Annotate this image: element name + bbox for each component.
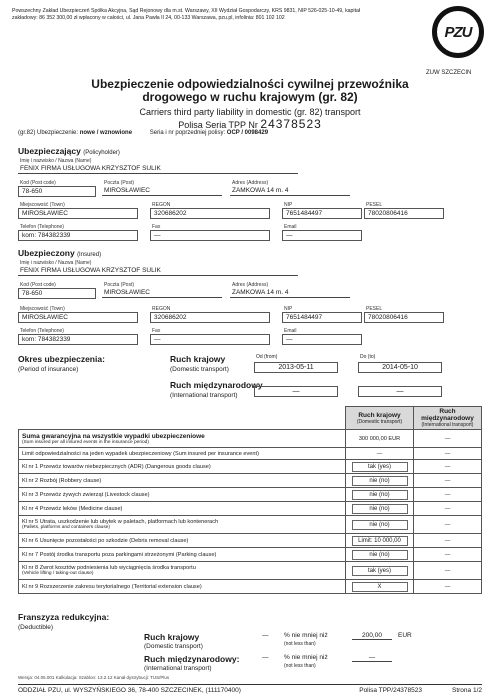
type-value: nowe / wznowione — [79, 130, 133, 136]
table-row — [19, 460, 482, 474]
nip-label: NIP — [284, 202, 293, 208]
insured-post: MIROSŁAWIEC — [102, 288, 222, 298]
unit-label: ZUW SZCZECIN — [426, 70, 472, 76]
table-row — [19, 474, 482, 488]
footer-page: Strona 1/2 — [452, 687, 482, 694]
row-label: Kl nr 7 Postój środka transportu poza parkingami strzeżonymi (Parking clause) — [19, 548, 346, 562]
pct-label: % nie mniej niż — [284, 654, 328, 661]
row-domestic: tak (yes) — [352, 462, 408, 472]
row-label: Kl nr 4 Przewóz leków (Medicine clause) — [19, 502, 346, 516]
row-intl: — — [414, 580, 482, 594]
col-intl-label-en: (International transport) — [421, 422, 474, 428]
table-row — [19, 534, 482, 548]
period-heading-en: (Period of insurance) — [18, 366, 79, 373]
table-row — [19, 580, 482, 594]
row-intl: — — [414, 448, 482, 460]
deductible-intl-amount: — — [352, 654, 392, 662]
nip-label: NIP — [284, 306, 293, 312]
deductible-heading-en: (Deductible) — [18, 624, 54, 631]
phone-label: Telefon (Telephone) — [20, 328, 64, 334]
regon-label: REGON — [152, 202, 171, 208]
row-label: Kl nr 1 Przewóz towarów niebezpiecznych (ADR) (Dangerous goods clause) — [19, 460, 346, 474]
prev-policy-label: Seria i nr poprzedniej polisy: — [149, 130, 226, 136]
policyholder-postcode: 78-650 — [18, 186, 96, 197]
row-domestic: X — [352, 582, 408, 592]
post-label: Poczta (Post) — [104, 282, 135, 288]
footer-policy-ref: Polisa TPP/24378523 — [359, 687, 422, 694]
col-domestic-label-en: (Domestic transport) — [356, 418, 403, 425]
policyholder-post: MIROSŁAWIEC — [102, 186, 222, 196]
policy-number: 24378523 — [260, 117, 322, 131]
document-title — [0, 78, 500, 131]
policyholder-fax: — — [150, 230, 270, 241]
deductible-intl-label: Ruch międzynarodowy: — [144, 654, 240, 664]
insured-postcode: 78-650 — [18, 288, 96, 299]
row-label: Kl nr 3 Przewóz żywych zwierząt (Livestock clause) — [19, 488, 346, 502]
insured-nip: 7651484497 — [282, 312, 362, 323]
insured-email: — — [282, 334, 362, 345]
type-label: Ubezpieczenie: — [37, 130, 79, 136]
email-label: Email — [284, 224, 297, 230]
pct-label: % nie mniej niż — [284, 632, 328, 639]
footer-version: Wersja: 04.05.001 Kalkulacja: Szablon: 13.2.12 Kanał dystrybucji: TUS/Plus — [18, 675, 170, 680]
table-row — [19, 516, 482, 534]
row-domestic: — — [346, 448, 414, 460]
insured-address: ZAMKOWA 14 m. 4 — [230, 288, 350, 298]
period-heading: Okres ubezpieczenia: — [18, 354, 105, 364]
row-sublabel: (Sum insured per all insured events in the insurance period) — [22, 439, 149, 445]
row-intl: — — [414, 548, 482, 562]
deductible-domestic-label: Ruch krajowy — [144, 632, 200, 642]
row-intl: — — [414, 502, 482, 516]
row-domestic: nie (no) — [352, 476, 408, 486]
table-row — [19, 562, 482, 580]
insured-phone: kom: 784382339 — [18, 334, 138, 345]
name-label: Imię i nazwisko / Nazwa (Name) — [20, 260, 92, 266]
intl-to: — — [358, 386, 442, 397]
footer — [18, 684, 482, 694]
row-intl: — — [414, 474, 482, 488]
row-domestic: tak (yes) — [352, 566, 408, 576]
title-english: Carriers third party liability in domestic (gr. 82) transport — [139, 107, 361, 117]
col-domestic-header — [346, 407, 414, 430]
row-label: Kl nr 2 Rozbój (Robbery clause) — [19, 474, 346, 488]
table-row — [19, 488, 482, 502]
coverage-header-row — [19, 407, 482, 430]
row-sublabel: (Vehicle lifting / taking-out clause) — [22, 571, 94, 576]
insured-town: MIROSŁAWIEC — [18, 312, 138, 323]
policyholder-phone: kom: 784382339 — [18, 230, 138, 241]
from-label: Od (from) — [256, 354, 278, 360]
phone-label: Telefon (Telephone) — [20, 224, 64, 230]
domestic-to: 2014-05-10 — [358, 362, 442, 373]
policyholder-pesel: 78020806416 — [364, 208, 444, 219]
company-info: Powszechny Zakład Ubezpieczeń Spółka Akcyjna, Sąd Rejonowy dla m.st. Warszawy, XII Wydział Gospodarczy, KRS 9831, NIP 526-025-10-49, kapitał zakładowy: 86 352 300,00 zł wpłacony w całości, ul. Jana Pawła II 24, 00-133 Warszawa, pzu.pl, infolinia: 801 102 102 — [12, 8, 361, 21]
policyholder-title-en: (Policyholder) — [83, 150, 120, 156]
pct-label-en: (not less than) — [284, 663, 316, 669]
regon-label: REGON — [152, 306, 171, 312]
policy-type-line — [18, 130, 268, 136]
period-domestic-label-en: (Domestic transport) — [170, 366, 229, 373]
col-intl-header — [414, 407, 482, 430]
policyholder-nip: 7651484497 — [282, 208, 362, 219]
pesel-label: PESEL — [366, 202, 383, 208]
policyholder-heading — [18, 146, 120, 156]
deductible-heading: Franszyza redukcyjna: — [18, 612, 110, 622]
fax-label: Fax — [152, 224, 161, 230]
row-sublabel: (Pallets, platforms and containers clause) — [22, 525, 110, 530]
address-label: Adres (Address) — [232, 282, 269, 288]
row-label: Suma gwarancyjna na wszystkie wypadki ubezpieczeniowe — [22, 432, 205, 440]
postcode-label: Kod (Post code) — [20, 180, 56, 186]
row-domestic: nie (no) — [352, 490, 408, 500]
town-label: Miejscowość (Town) — [20, 202, 65, 208]
insured-title-en: (Insured) — [77, 252, 102, 258]
row-domestic: nie (no) — [352, 520, 408, 530]
row-intl: — — [414, 488, 482, 502]
post-label: Poczta (Post) — [104, 180, 135, 186]
table-row — [19, 502, 482, 516]
row-label: Kl nr 9 Rozszerzenie zakresu terytorialnego (Territorial extension clause) — [19, 580, 346, 594]
col-intl-label: Ruch międzynarodowy — [421, 408, 474, 422]
row-domestic: 300 000,00 EUR — [346, 430, 414, 448]
name-label: Imię i nazwisko / Nazwa (Name) — [20, 158, 92, 164]
policy-label: Polisa Seria TPP Nr — [178, 120, 258, 130]
period-intl-label-en: (International transport) — [170, 392, 238, 399]
fax-label: Fax — [152, 328, 161, 334]
town-label: Miejscowość (Town) — [20, 306, 65, 312]
policyholder-regon: 320686202 — [150, 208, 270, 219]
group-code: (gr.82) — [18, 130, 36, 136]
footer-branch: ODDZIAŁ PZU, ul. WYSZYŃSKIEGO 36, 78-400 SZCZECINEK, (111170400) — [18, 687, 241, 694]
domestic-from: 2013-05-11 — [254, 362, 338, 373]
row-intl: — — [414, 534, 482, 548]
deductible-domestic-pct: — — [262, 632, 269, 639]
prev-policy-value: OCP / 0098429 — [226, 130, 269, 136]
period-intl-label: Ruch międzynarodowy — [170, 380, 263, 390]
col-domestic-label: Ruch krajowy — [358, 411, 401, 419]
row-domestic: nie (no) — [352, 504, 408, 514]
postcode-label: Kod (Post code) — [20, 282, 56, 288]
logo-text: PZU — [444, 23, 472, 41]
policyholder-town: MIROSŁAWIEC — [18, 208, 138, 219]
insured-name: FENIX FIRMA USŁUGOWA KRZYSZTOF SULIK — [18, 266, 298, 276]
policyholder-title: Ubezpieczający — [18, 146, 81, 156]
insured-title: Ubezpieczony — [18, 248, 75, 258]
insured-heading — [18, 248, 101, 258]
email-label: Email — [284, 328, 297, 334]
address-label: Adres (Address) — [232, 180, 269, 186]
row-domestic: nie (no) — [352, 550, 408, 560]
insured-pesel: 78020806416 — [364, 312, 444, 323]
table-row — [19, 430, 482, 448]
row-intl: — — [414, 430, 482, 448]
row-intl: — — [414, 516, 482, 534]
deductible-intl-label-en: (International transport) — [144, 665, 212, 672]
deductible-domestic-label-en: (Domestic transport) — [144, 643, 203, 650]
row-label: Kl nr 5 Utrata, uszkodzenie lub ubytek w paletach, platformach lub kontenerach — [22, 519, 219, 525]
coverage-table — [18, 406, 482, 594]
deductible-domestic-amount: 200,00 — [352, 632, 392, 640]
row-domestic: Limit: 10 000,00 — [352, 536, 408, 546]
insured-regon: 320686202 — [150, 312, 270, 323]
row-label: Kl nr 6 Usunięcie pozostałości po szkodzie (Debris removal clause) — [19, 534, 346, 548]
row-label: Limit odpowiedzialności na jeden wypadek ubezpieczeniowy (Sum insured per insurance event) — [19, 448, 346, 460]
title-line-2: drogowego w ruchu krajowym (gr. 82) — [142, 90, 358, 104]
policyholder-name: FENIX FIRMA USŁUGOWA KRZYSZTOF SULIK — [18, 164, 298, 174]
title-line-1: Ubezpieczenie odpowiedzialności cywilnej przewoźnika — [91, 77, 409, 91]
table-row — [19, 448, 482, 460]
row-intl: — — [414, 562, 482, 580]
row-intl: — — [414, 460, 482, 474]
policyholder-address: ZAMKOWA 14 m. 4 — [230, 186, 350, 196]
pct-label-en: (not less than) — [284, 641, 316, 647]
to-label: Do (to) — [360, 354, 376, 360]
pzu-logo — [432, 6, 484, 58]
period-domestic-label: Ruch krajowy — [170, 354, 226, 364]
policyholder-email: — — [282, 230, 362, 241]
deductible-currency: EUR — [398, 632, 412, 639]
intl-from: — — [254, 386, 338, 397]
insured-fax: — — [150, 334, 270, 345]
table-row — [19, 548, 482, 562]
deductible-intl-pct: — — [262, 654, 269, 661]
pesel-label: PESEL — [366, 306, 383, 312]
row-label: Kl nr 8 Zwrot kosztów podniesienia lub wyciągnięcia środka transportu — [22, 565, 196, 571]
